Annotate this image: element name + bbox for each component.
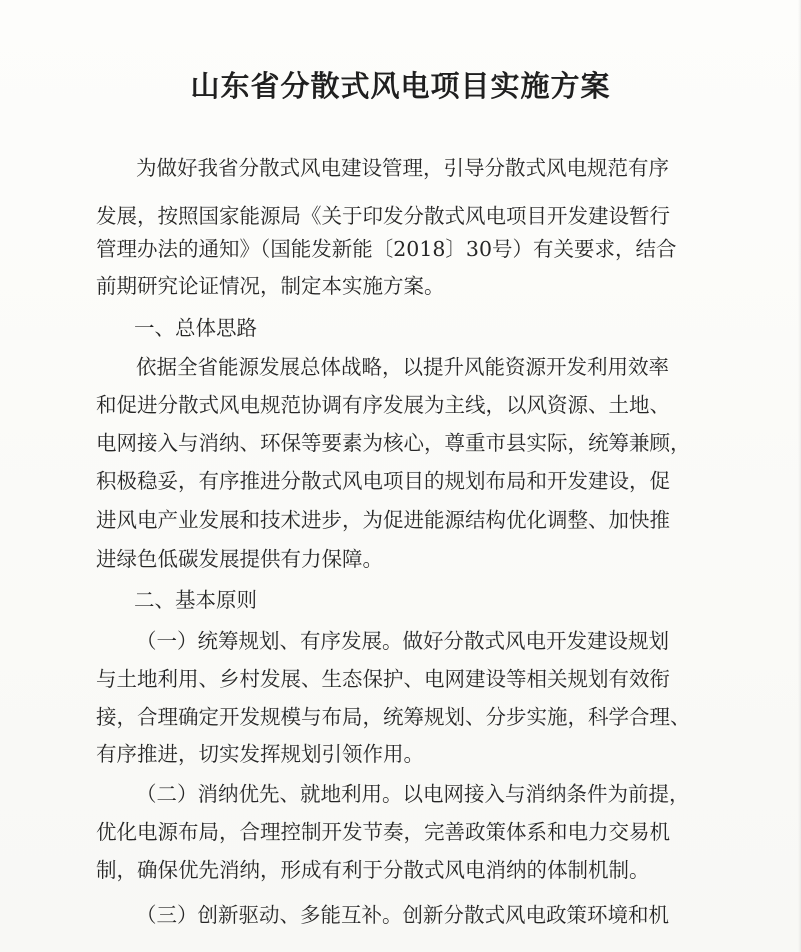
- paragraph-line: （一）统筹规划、有序发展。做好分散式风电开发建设规划: [136, 629, 669, 653]
- paragraph-line: 发展，按照国家能源局《关于印发分散式风电项目开发建设暂行: [96, 204, 670, 228]
- document-title: 山东省分散式风电项目实施方案: [190, 69, 611, 103]
- paragraph-line: 进风电产业发展和技术进步，为促进能源结构优化调整、加快推: [96, 508, 670, 532]
- paragraph-line: 接，合理确定开发规模与布局，统筹规划、分步实施，科学合理、: [96, 705, 691, 729]
- paragraph-line: 和促进分散式风电规范协调有序发展为主线，以风资源、土地、: [96, 393, 670, 417]
- paragraph-line: 与土地利用、乡村发展、生态保护、电网建设等相关规划有效衔: [96, 667, 670, 691]
- paragraph-line: 进绿色低碳发展提供有力保障。: [96, 547, 383, 571]
- paragraph-line: 积极稳妥，有序推进分散式风电项目的规划布局和开发建设，促: [96, 469, 670, 493]
- paragraph-line: 依据全省能源发展总体战略，以提升风能资源开发利用效率: [136, 355, 669, 379]
- paragraph-line: （二）消纳优先、就地利用。以电网接入与消纳条件为前提，: [136, 782, 690, 806]
- paragraph-line: 电网接入与消纳、环保等要素为核心，尊重市县实际，统筹兼顾，: [96, 431, 691, 455]
- paragraph-line: 优化电源布局，合理控制开发节奏，完善政策体系和电力交易机: [96, 820, 670, 844]
- section-heading-basic-principles: 二、基本原则: [134, 588, 257, 612]
- paragraph-line: 为做好我省分散式风电建设管理，引导分散式风电规范有序: [136, 156, 669, 180]
- paragraph-line: 管理办法的通知》（国能发新能〔2018〕30号）有关要求，结合: [96, 237, 677, 261]
- paragraph-line: 前期研究论证情况，制定本实施方案。: [96, 274, 445, 298]
- paragraph-line: 制，确保优先消纳，形成有利于分散式风电消纳的体制机制。: [96, 858, 650, 882]
- paragraph-line: 有序推进，切实发挥规划引领作用。: [96, 742, 424, 766]
- paragraph-line: （三）创新驱动、多能互补。创新分散式风电政策环境和机: [136, 903, 669, 927]
- section-heading-overall-approach: 一、总体思路: [134, 316, 257, 340]
